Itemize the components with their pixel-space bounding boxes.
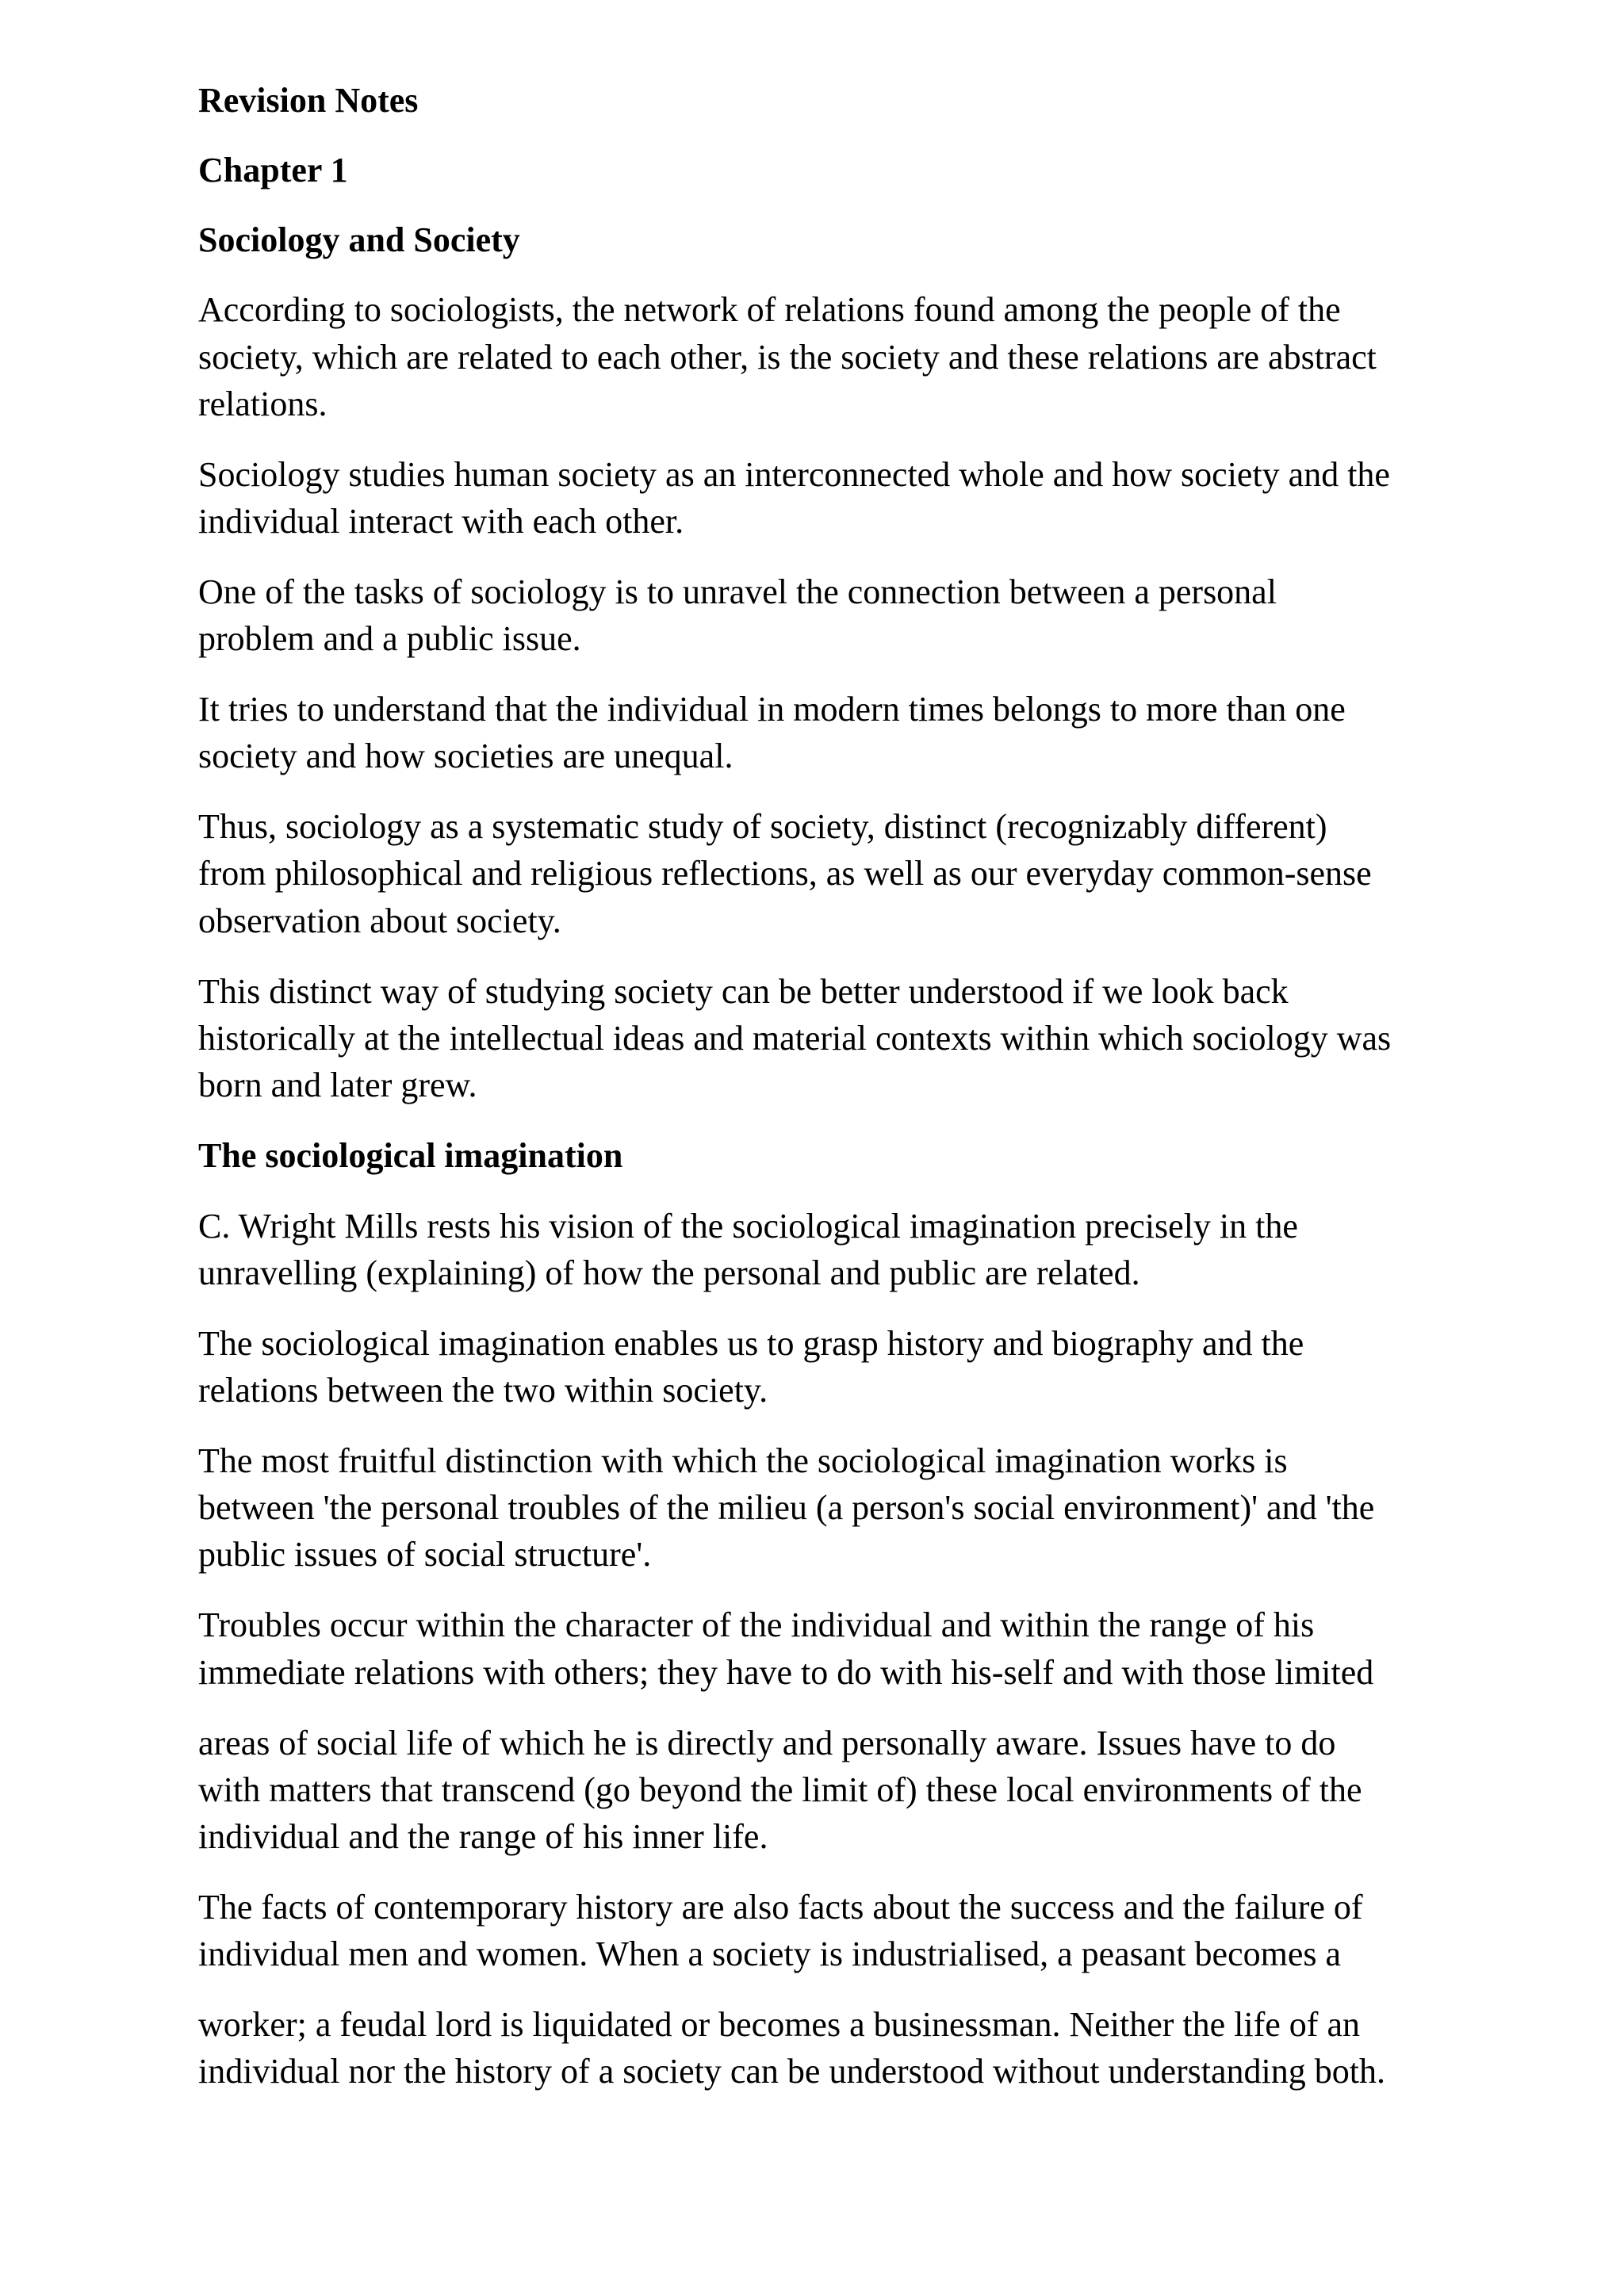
- paragraph-line: from philosophical and religious reflections, as well as our everyday common-sense: [198, 854, 1372, 893]
- paragraph-line: Sociology studies human society as an interconnected whole and how society and the: [198, 455, 1390, 494]
- paragraph-line: with matters that transcend (go beyond the limit of) these local environments of the: [198, 1770, 1362, 1809]
- paragraph-line: individual men and women. When a society is industrialised, a peasant becomes a: [198, 1934, 1342, 1973]
- paragraph-line: The facts of contemporary history are also facts about the success and the failure of: [198, 1888, 1363, 1927]
- paragraph-line: C. Wright Mills rests his vision of the sociological imagination precisely in the: [198, 1207, 1298, 1246]
- section-title: Sociology and Society: [198, 220, 520, 259]
- paragraph-line: relations.: [198, 385, 327, 423]
- paragraph-line: This distinct way of studying society can be better understood if we look back: [198, 972, 1289, 1011]
- chapter-label: Chapter 1: [198, 151, 348, 189]
- paragraph-line: immediate relations with others; they have to do with his-self and with those limited: [198, 1653, 1374, 1692]
- paragraph-line: between 'the personal troubles of the milieu (a person's social environment)' and 'the: [198, 1488, 1375, 1527]
- subheading-sociological-imagination: The sociological imagination: [198, 1136, 623, 1175]
- paragraph-line: society and how societies are unequal.: [198, 737, 733, 775]
- paragraph-line: public issues of social structure'.: [198, 1535, 652, 1574]
- paragraph-line: historically at the intellectual ideas and material contexts within which sociology was: [198, 1019, 1392, 1058]
- paragraph-line: individual nor the history of a society can be understood without understanding both.: [198, 2052, 1385, 2091]
- paragraph-line: relations between the two within society.: [198, 1371, 768, 1410]
- paragraph-line: individual interact with each other.: [198, 502, 684, 541]
- paragraph-line: Troubles occur within the character of the individual and within the range of his: [198, 1605, 1315, 1644]
- paragraph-line: It tries to understand that the individual in modern times belongs to more than one: [198, 690, 1346, 729]
- paragraph-line: Thus, sociology as a systematic study of society, distinct (recognizably different): [198, 807, 1327, 846]
- paragraph-line: society, which are related to each other, is the society and these relations are abstract: [198, 338, 1377, 377]
- paragraph-line: The most fruitful distinction with which the sociological imagination works is: [198, 1441, 1288, 1480]
- paragraph-line: observation about society.: [198, 901, 561, 940]
- document-header-title: Revision Notes: [198, 81, 419, 120]
- paragraph-line: The sociological imagination enables us to grasp history and biography and the: [198, 1324, 1304, 1363]
- paragraph-line: problem and a public issue.: [198, 619, 581, 658]
- paragraph-line: One of the tasks of sociology is to unravel the connection between a personal: [198, 572, 1277, 611]
- paragraph-line: According to sociologists, the network of relations found among the people of the: [198, 290, 1341, 329]
- paragraph-line: individual and the range of his inner life.: [198, 1817, 768, 1856]
- paragraph-line: born and later grew.: [198, 1066, 477, 1104]
- paragraph-line: worker; a feudal lord is liquidated or becomes a businessman. Neither the life of an: [198, 2005, 1360, 2044]
- paragraph-line: areas of social life of which he is directly and personally aware. Issues have to do: [198, 1724, 1336, 1762]
- paragraph-line: unravelling (explaining) of how the personal and public are related.: [198, 1253, 1140, 1292]
